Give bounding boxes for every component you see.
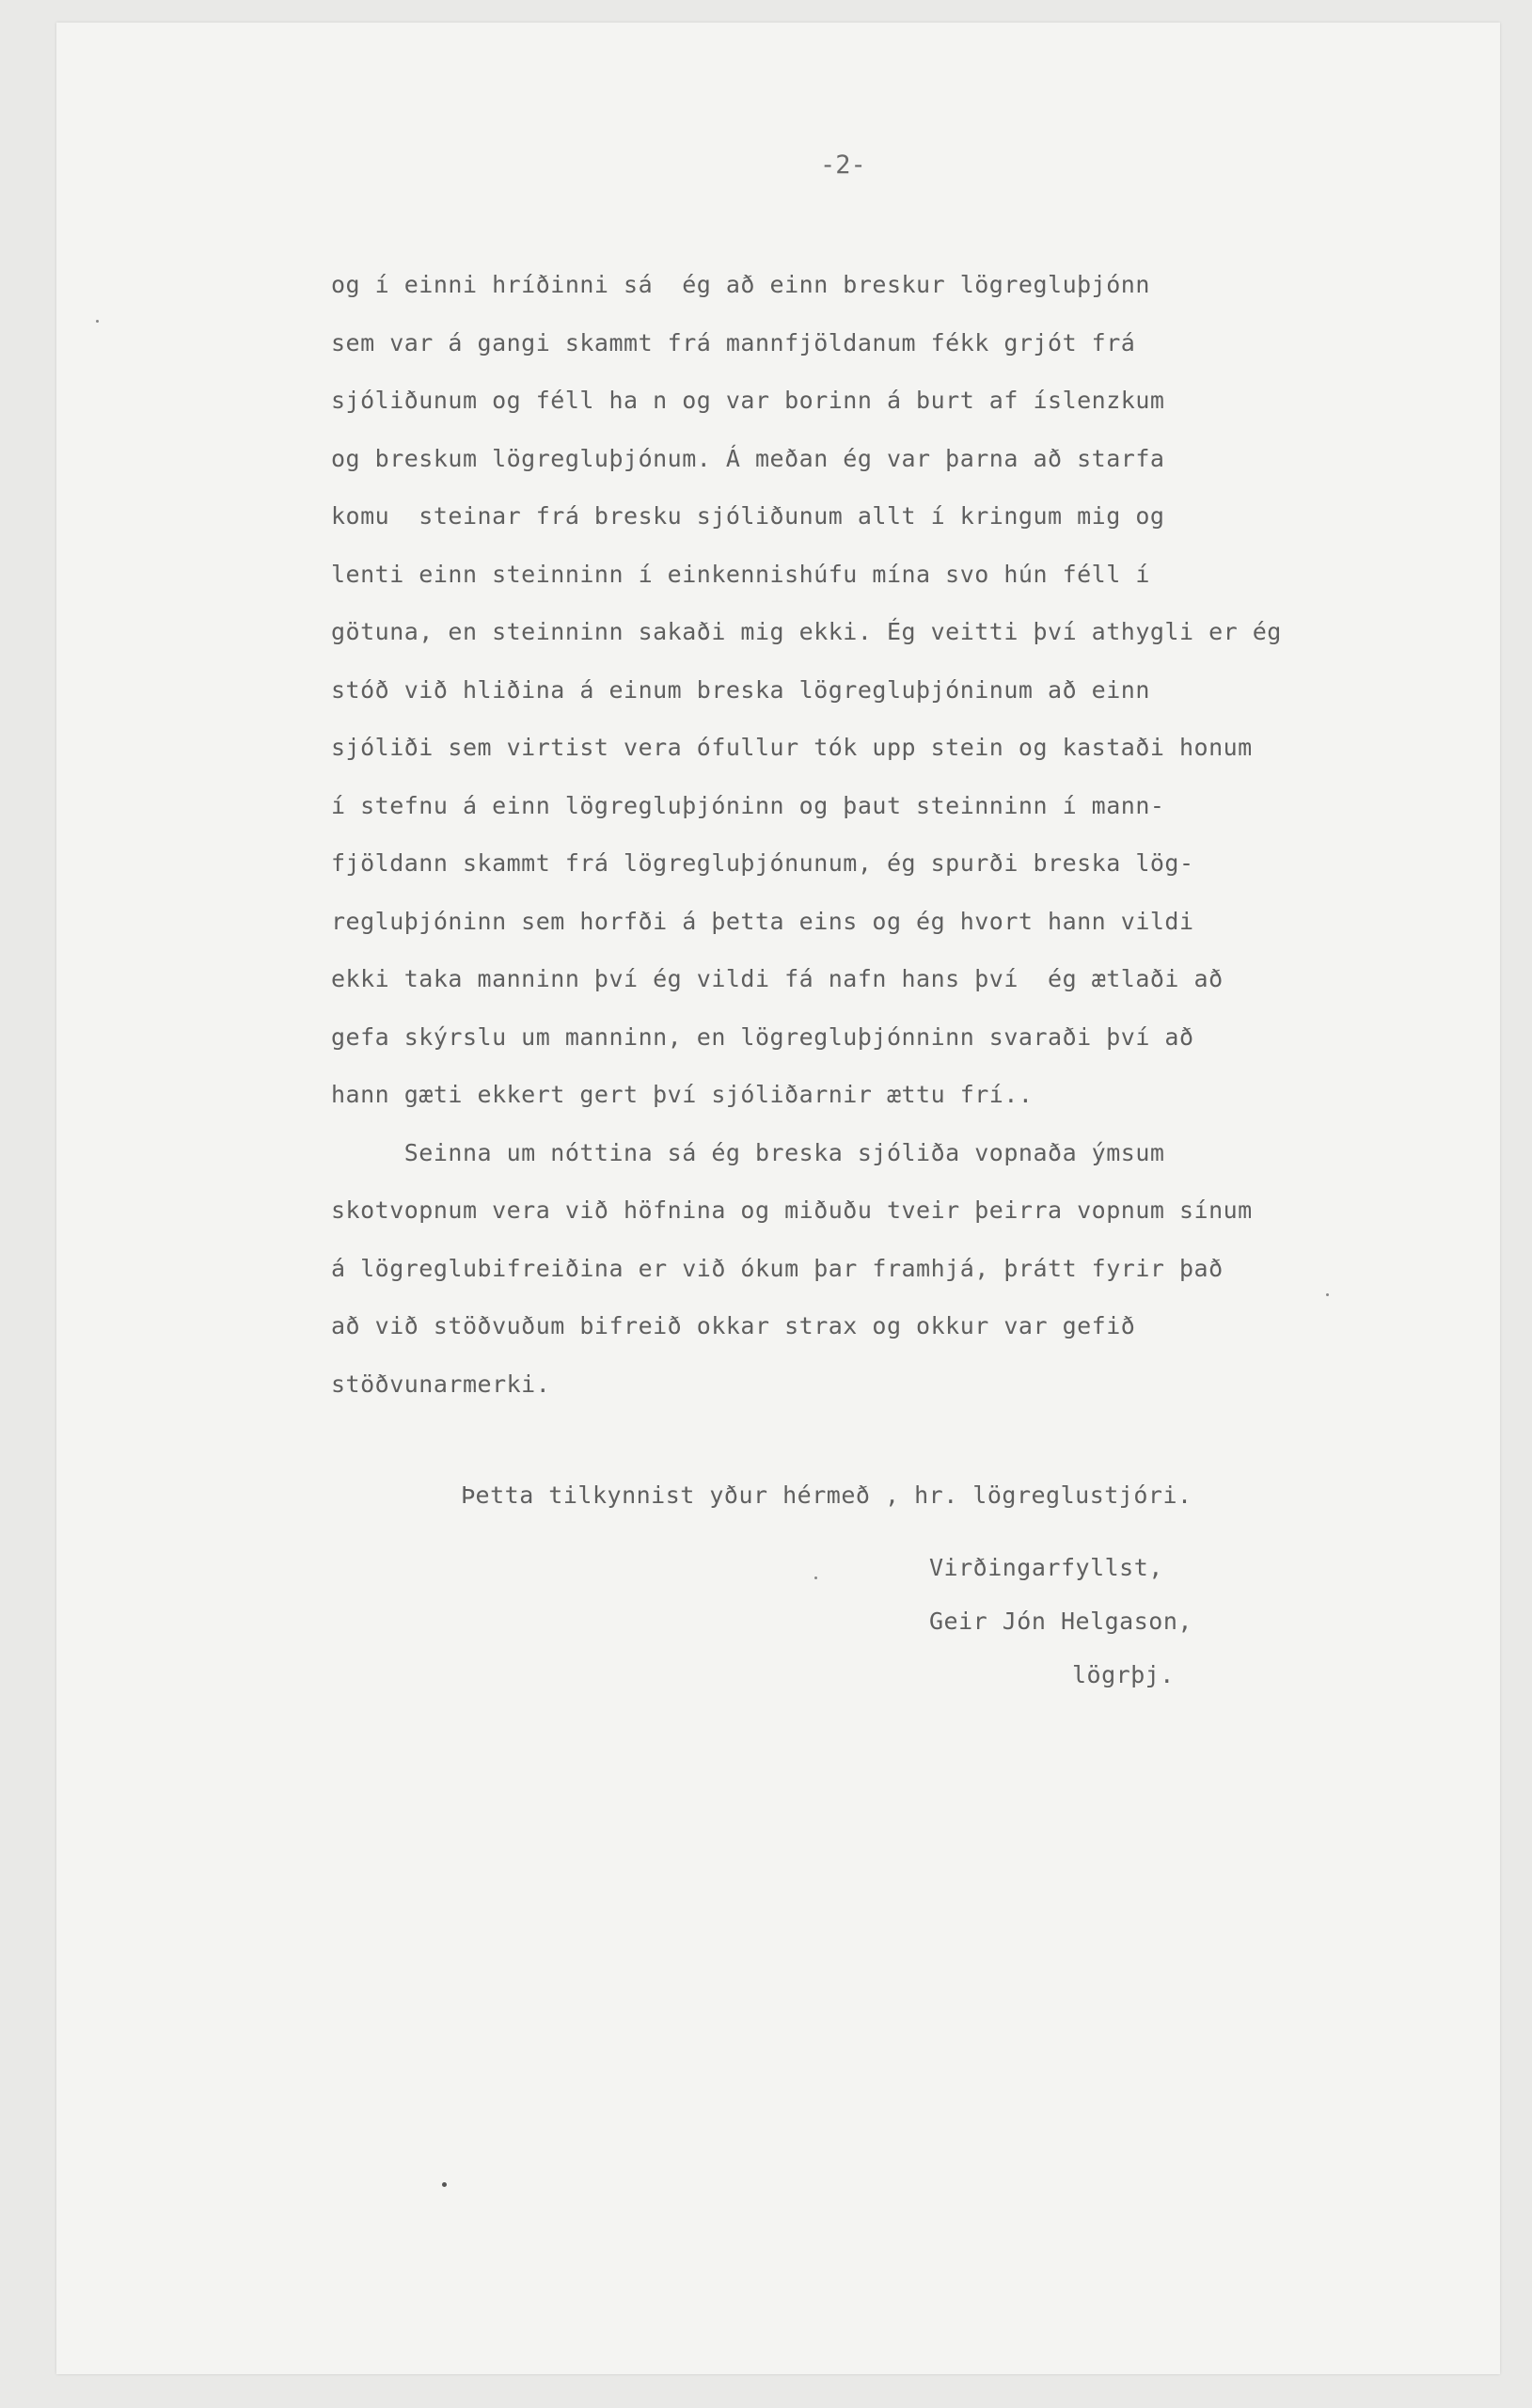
- body-line: að við stöðvuðum bifreið okkar strax og okkur var gefið: [331, 1312, 1136, 1339]
- body-line: fjöldann skammt frá lögregluþjónunum, ég spurði breska lög-: [331, 849, 1194, 877]
- body-line: Seinna um nóttina sá ég breska sjóliða vopnaða ýmsum: [331, 1138, 1165, 1166]
- ink-dot: [442, 2182, 447, 2187]
- body-line: götuna, en steinninn sakaði mig ekki. Ég veitti því athygli er ég: [331, 618, 1282, 645]
- body-line: hann gæti ekkert gert því sjóliðarnir ættu frí..: [331, 1081, 1034, 1108]
- closing-sentence: Þetta tilkynnist yður hérmeð , hr. lögreglustjóri.: [461, 1481, 1192, 1509]
- body-line: ekki taka manninn því ég vildi fá nafn hans því ég ætlaði að: [331, 965, 1224, 992]
- signature-title: lögrþj.: [1072, 1661, 1175, 1688]
- body-line: á lögreglubifreiðina er við ókum þar framhjá, þrátt fyrir það: [331, 1254, 1224, 1282]
- ink-speck: [1326, 1293, 1329, 1296]
- signature-block: [929, 1541, 1192, 1702]
- body-line: sem var á gangi skammt frá mannfjöldanum fékk grjót frá: [331, 328, 1136, 356]
- body-line: og breskum lögregluþjónum. Á meðan ég var þarna að starfa: [331, 444, 1165, 472]
- body-line: skotvopnum vera við höfnina og miðuðu tveir þeirra vopnum sínum: [331, 1196, 1253, 1224]
- body-line: komu steinar frá bresku sjóliðunum allt í kringum mig og: [331, 502, 1165, 530]
- body-line: sjóliði sem virtist vera ófullur tók upp stein og kastaði honum: [331, 734, 1253, 761]
- body-line: stóð við hliðina á einum breska lögregluþjóninum að einn: [331, 675, 1150, 704]
- body-line: lenti einn steinninn í einkennishúfu mína svo hún féll í: [331, 560, 1150, 588]
- body-line: sjóliðunum og féll ha n og var borinn á burt af íslenzkum: [331, 387, 1165, 414]
- body-line: í stefnu á einn lögregluþjóninn og þaut steinninn í mann-: [331, 791, 1165, 819]
- body-line: regluþjóninn sem horfði á þetta eins og ég hvort hann vildi: [331, 907, 1194, 935]
- signature-salutation: Virðingarfyllst,: [929, 1554, 1163, 1581]
- ink-speck: [814, 1576, 817, 1579]
- ink-speck: [96, 320, 99, 323]
- body-line: stöðvunarmerki.: [331, 1370, 551, 1398]
- report-body: [331, 256, 1488, 1413]
- page-number: -2-: [820, 150, 866, 180]
- body-line: gefa skýrslu um manninn, en lögregluþjónninn svaraði því að: [331, 1022, 1194, 1051]
- body-line: og í einni hríðinni sá ég að einn breskur lögregluþjónn: [331, 271, 1150, 298]
- signature-name: Geir Jón Helgason,: [929, 1608, 1192, 1635]
